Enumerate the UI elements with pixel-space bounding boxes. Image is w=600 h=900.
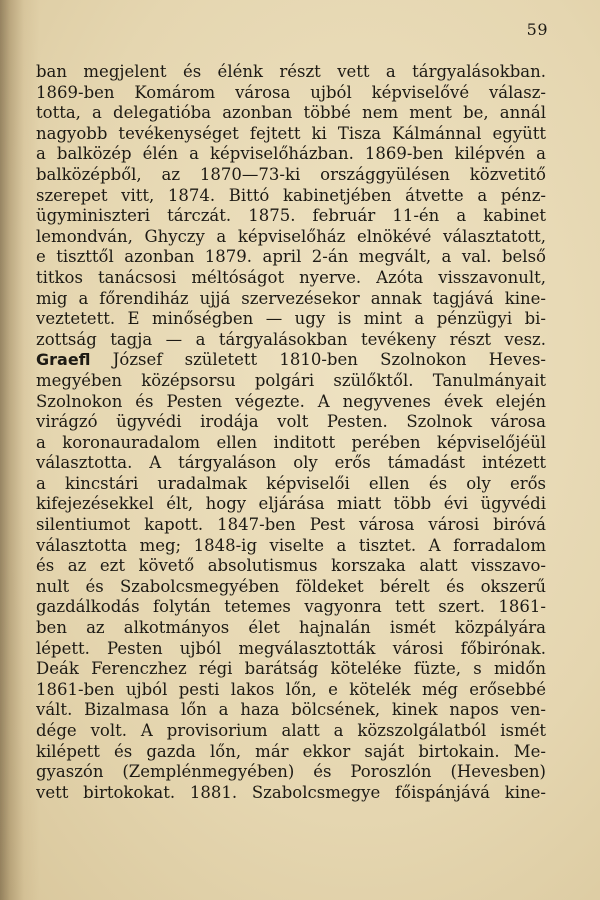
text-line: vált. Bizalmasa lőn a haza bölcsének, kinek napos ven-	[36, 700, 546, 720]
text-line: Deák Ferenczhez régi barátság köteléke füzte, s midőn	[36, 659, 546, 679]
text-line: és az ezt követő absolutismus korszaka alatt visszavo-	[36, 556, 546, 576]
text-line: ügyminiszteri tárczát. 1875. február 11-én a kabinet	[36, 206, 546, 226]
text-line: totta, a delegatióba azonban többé nem ment be, annál	[36, 103, 546, 123]
text-line: a balközép élén a képviselőházban. 1869-ben kilépvén a	[36, 144, 546, 164]
text-line-rest: József született 1810-ben Szolnokon Heves-	[112, 350, 546, 370]
text-line-graefl	[36, 350, 546, 371]
text-line: nult és Szabolcsmegyében földeket bérelt és okszerű	[36, 576, 546, 596]
person-name: Graefl	[36, 350, 91, 370]
text-line: 1869-ben Komárom városa ujból képviselővé válasz-	[36, 82, 546, 102]
page-number: 59	[526, 20, 548, 39]
text-line: választotta. A tárgyaláson oly erős támadást intézett	[36, 453, 546, 473]
text-line: gyaszón (Zemplénmegyében) és Poroszlón (Hevesben)	[36, 762, 546, 782]
text-line: mig a főrendiház ujjá szervezésekor annak tagjává kine-	[36, 288, 546, 308]
text-line: megyében középsorsu polgári szülőktől. Tanulmányait	[36, 370, 546, 390]
text-line: virágzó ügyvédi irodája volt Pesten. Szolnok városa	[36, 412, 546, 432]
text-line: kilépett és gazda lőn, már ekkor saját birtokain. Me-	[36, 741, 546, 761]
text-line: Szolnokon és Pesten végezte. A negyvenes évek elején	[36, 391, 546, 411]
text-line: veztetett. E minőségben — ugy is mint a pénzügyi bi-	[36, 309, 546, 329]
text-line: ben az alkotmányos élet hajnalán ismét közpályára	[36, 618, 546, 638]
text-line: silentiumot kapott. 1847-ben Pest városa városi biróvá	[36, 515, 546, 535]
text-line: vett birtokokat. 1881. Szabolcsmegye főispánjává kine-	[36, 782, 546, 802]
text-line: 1861-ben ujból pesti lakos lőn, e kötelék még erősebbé	[36, 679, 546, 699]
text-line: a koronauradalom ellen inditott perében képviselőjéül	[36, 432, 546, 452]
text-line: a kincstári uradalmak képviselői ellen és oly erős	[36, 473, 546, 493]
text-line: gazdálkodás folytán tetemes vagyonra tett szert. 1861-	[36, 597, 546, 617]
text-line: kifejezésekkel élt, hogy eljárása miatt több évi ügyvédi	[36, 494, 546, 514]
text-line: nagyobb tevékenységet fejtett ki Tisza Kálmánnal együtt	[36, 123, 546, 143]
body-text	[36, 62, 546, 803]
text-line: balközépből, az 1870—73-ki országgyülésen közvetitő	[36, 164, 546, 184]
text-line: titkos tanácsosi méltóságot nyerve. Azóta visszavonult,	[36, 267, 546, 287]
text-line: választotta meg; 1848-ig viselte a tisztet. A forradalom	[36, 535, 546, 555]
text-line: szerepet vitt, 1874. Bittó kabinetjében átvette a pénz-	[36, 185, 546, 205]
text-line: ban megjelent és élénk részt vett a tárgyalásokban.	[36, 62, 546, 81]
text-line: zottság tagja — a tárgyalásokban tevékeny részt vesz.	[36, 329, 546, 349]
text-line: lépett. Pesten ujból megválasztották városi főbirónak.	[36, 638, 546, 658]
text-line: lemondván, Ghyczy a képviselőház elnökévé választatott,	[36, 226, 546, 246]
text-line: e tiszttől azonban 1879. april 2-án megvált, a val. belső	[36, 247, 546, 267]
text-line: dége volt. A provisorium alatt a közszolgálatból ismét	[36, 721, 546, 740]
